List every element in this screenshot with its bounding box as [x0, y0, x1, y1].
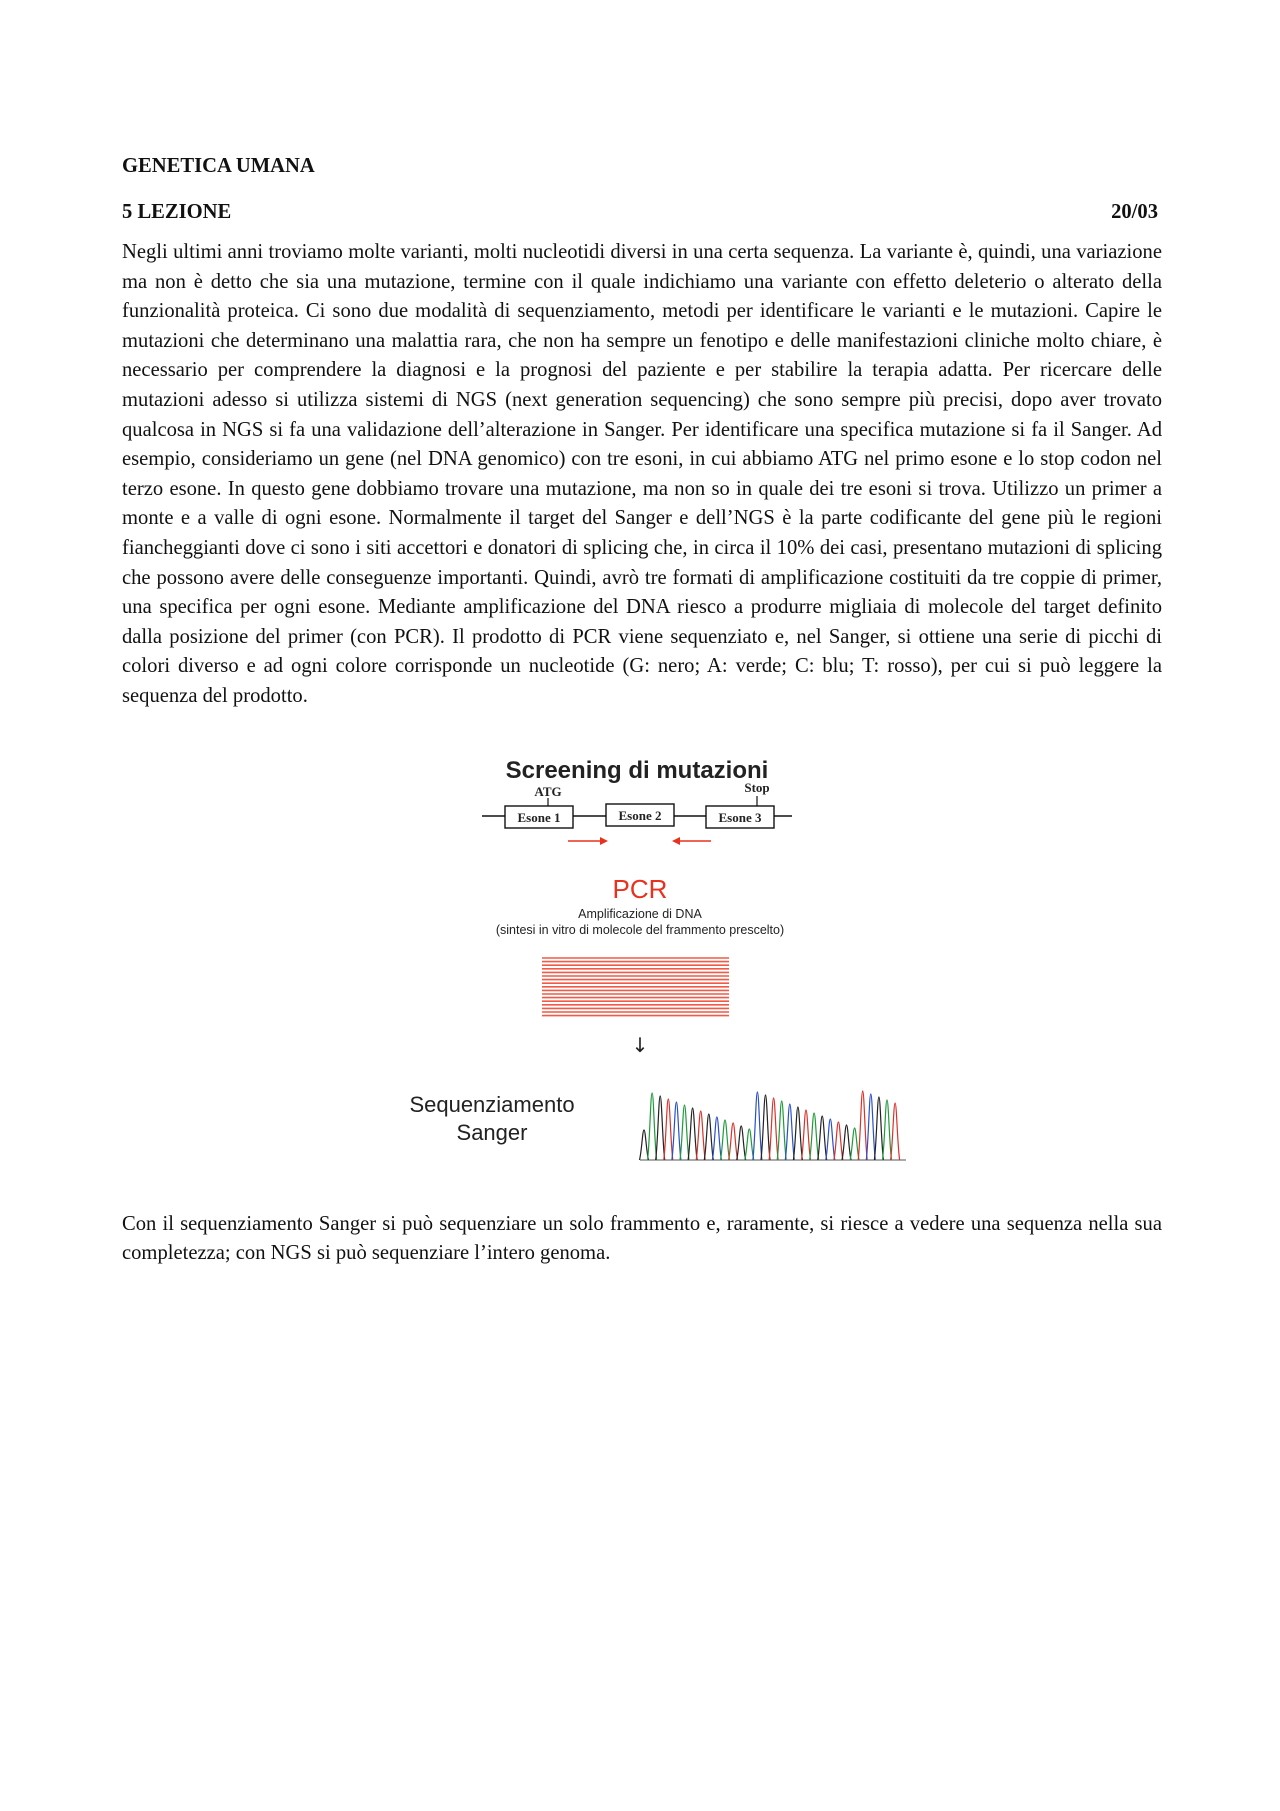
chromatogram-peak — [721, 1120, 730, 1160]
chromatogram-peak — [858, 1091, 867, 1160]
lesson-date: 20/03 — [1111, 201, 1158, 223]
reverse-primer-arrow — [672, 837, 711, 845]
chromatogram-peak — [874, 1097, 883, 1160]
chromatogram-peak — [712, 1117, 721, 1160]
chromatogram-peak — [769, 1098, 778, 1160]
chromatogram-peak — [696, 1111, 705, 1160]
chromatogram-peak — [866, 1094, 875, 1160]
chromatogram-peak — [834, 1122, 843, 1160]
sanger-label-line-2: Sanger — [456, 1119, 528, 1145]
chromatogram-peak — [802, 1110, 811, 1160]
chromatogram-peak — [793, 1107, 802, 1160]
pcr-subtitle-2: (sintesi in vitro di molecole del frammento prescelto) — [495, 922, 785, 937]
chromatogram-peak — [680, 1105, 689, 1160]
chromatogram-peak — [842, 1125, 851, 1160]
sanger-chromatogram — [640, 1091, 907, 1160]
chromatogram-peak — [672, 1102, 681, 1160]
atg-label: ATG — [534, 783, 562, 799]
chromatogram-peak — [777, 1101, 786, 1160]
figure-svg — [122, 740, 1162, 1210]
chromatogram-peak — [891, 1103, 900, 1160]
pcr-label: PCR — [612, 873, 668, 904]
chromatogram-peak — [664, 1099, 673, 1160]
chromatogram-peak — [704, 1114, 713, 1160]
chromatogram-peak — [640, 1130, 649, 1160]
chromatogram-peak — [737, 1126, 746, 1160]
chromatogram-peak — [753, 1092, 762, 1160]
chromatogram-peak — [745, 1129, 754, 1160]
document-title: GENETICA UMANA — [122, 155, 315, 177]
lesson-number: 5 LEZIONE — [122, 201, 232, 223]
pcr-subtitle-1: Amplificazione di DNA — [578, 906, 702, 921]
document-page — [122, 152, 1162, 1269]
chromatogram-peak — [818, 1116, 827, 1160]
chromatogram-peak — [826, 1119, 835, 1160]
chromatogram-peak — [810, 1113, 819, 1160]
exon-2-label: Esone 2 — [618, 807, 662, 823]
down-arrow-icon: ↓ — [631, 1032, 649, 1057]
chromatogram-peak — [688, 1108, 697, 1160]
chromatogram-peak — [648, 1093, 657, 1160]
lesson-header — [122, 198, 1162, 228]
chromatogram-peak — [850, 1128, 859, 1160]
chromatogram-peak — [761, 1095, 770, 1160]
sanger-label-line-1: Sequenziamento — [409, 1091, 575, 1117]
figure-title: Screening di mutazioni — [505, 756, 769, 784]
chromatogram-peak — [883, 1100, 892, 1160]
chromatogram-peak — [785, 1104, 794, 1160]
chromatogram-peak — [729, 1123, 738, 1160]
paragraph-1: Negli ultimi anni troviamo molte varianti, molti nucleotidi diversi in una certa sequenza. La variante è, quindi, una variazione ma non è detto che sia una mutazione, termine con il quale indichiamo una variante con effetto deleterio o alterato della funzionalità proteica. Ci sono due modalità di sequenziamento, metodi per identificare le varianti e le mutazioni. Capire le mutazioni che determinano una malattia rara, che non ha sempre un fenotipo e delle manifestazioni cliniche molto chiare, è necessario per comprendere la diagnosi e la prognosi del paziente e per stabilire la terapia adatta. Per ricercare delle mutazioni adesso si utilizza sistemi di NGS (next generation sequencing) che sono sempre più precisi, dopo aver trovato qualcosa in NGS si fa una validazione dell’alterazione in Sanger. Per identificare una specifica mutazione si fa il Sanger. Ad esempio, consideriamo un gene (nel DNA genomico) con tre esoni, in cui abbiamo ATG nel primo esone e lo stop codon nel terzo esone. In questo gene dobbiamo trovare una mutazione, ma non so in quale dei tre esoni si trova. Utilizzo un primer a monte e a valle di ogni esone. Normalmente il target del Sanger e dell’NGS è la parte codificante del gene più le regioni fiancheggianti dove ci sono i siti accettori e donatori di splicing che, in circa il 10% dei casi, presentano mutazioni di splicing che possono avere delle conseguenze importanti. Quindi, avrò tre formati di amplificazione costituiti da tre coppie di primer, una specifica per ogni esone. Mediante amplificazione del DNA riesco a produrre migliaia di molecole del target definito dalla posizione del primer (con PCR). Il prodotto di PCR viene sequenziato e, nel Sanger, si ottiene una serie di picchi di colori diverso e ad ogni colore corrisponde un nucleotide (G: nero; A: verde; C: blu; T: rosso), per cui si può leggere la sequenza del prodotto. — [122, 241, 1162, 707]
exon-1-label: Esone 1 — [517, 809, 561, 825]
chromatogram-peak — [656, 1096, 665, 1160]
paragraph-2: Con il sequenziamento Sanger si può sequenziare un solo frammento e, raramente, si riesce a vedere una sequenza nella sua completezza; con NGS si può sequenziare l’intero genoma. — [122, 1212, 1162, 1265]
exon-3-label: Esone 3 — [718, 809, 762, 825]
pcr-amplicon-lines — [542, 958, 729, 1016]
screening-figure — [122, 740, 1162, 1210]
stop-label: Stop — [744, 779, 770, 795]
forward-primer-arrow — [568, 837, 608, 845]
